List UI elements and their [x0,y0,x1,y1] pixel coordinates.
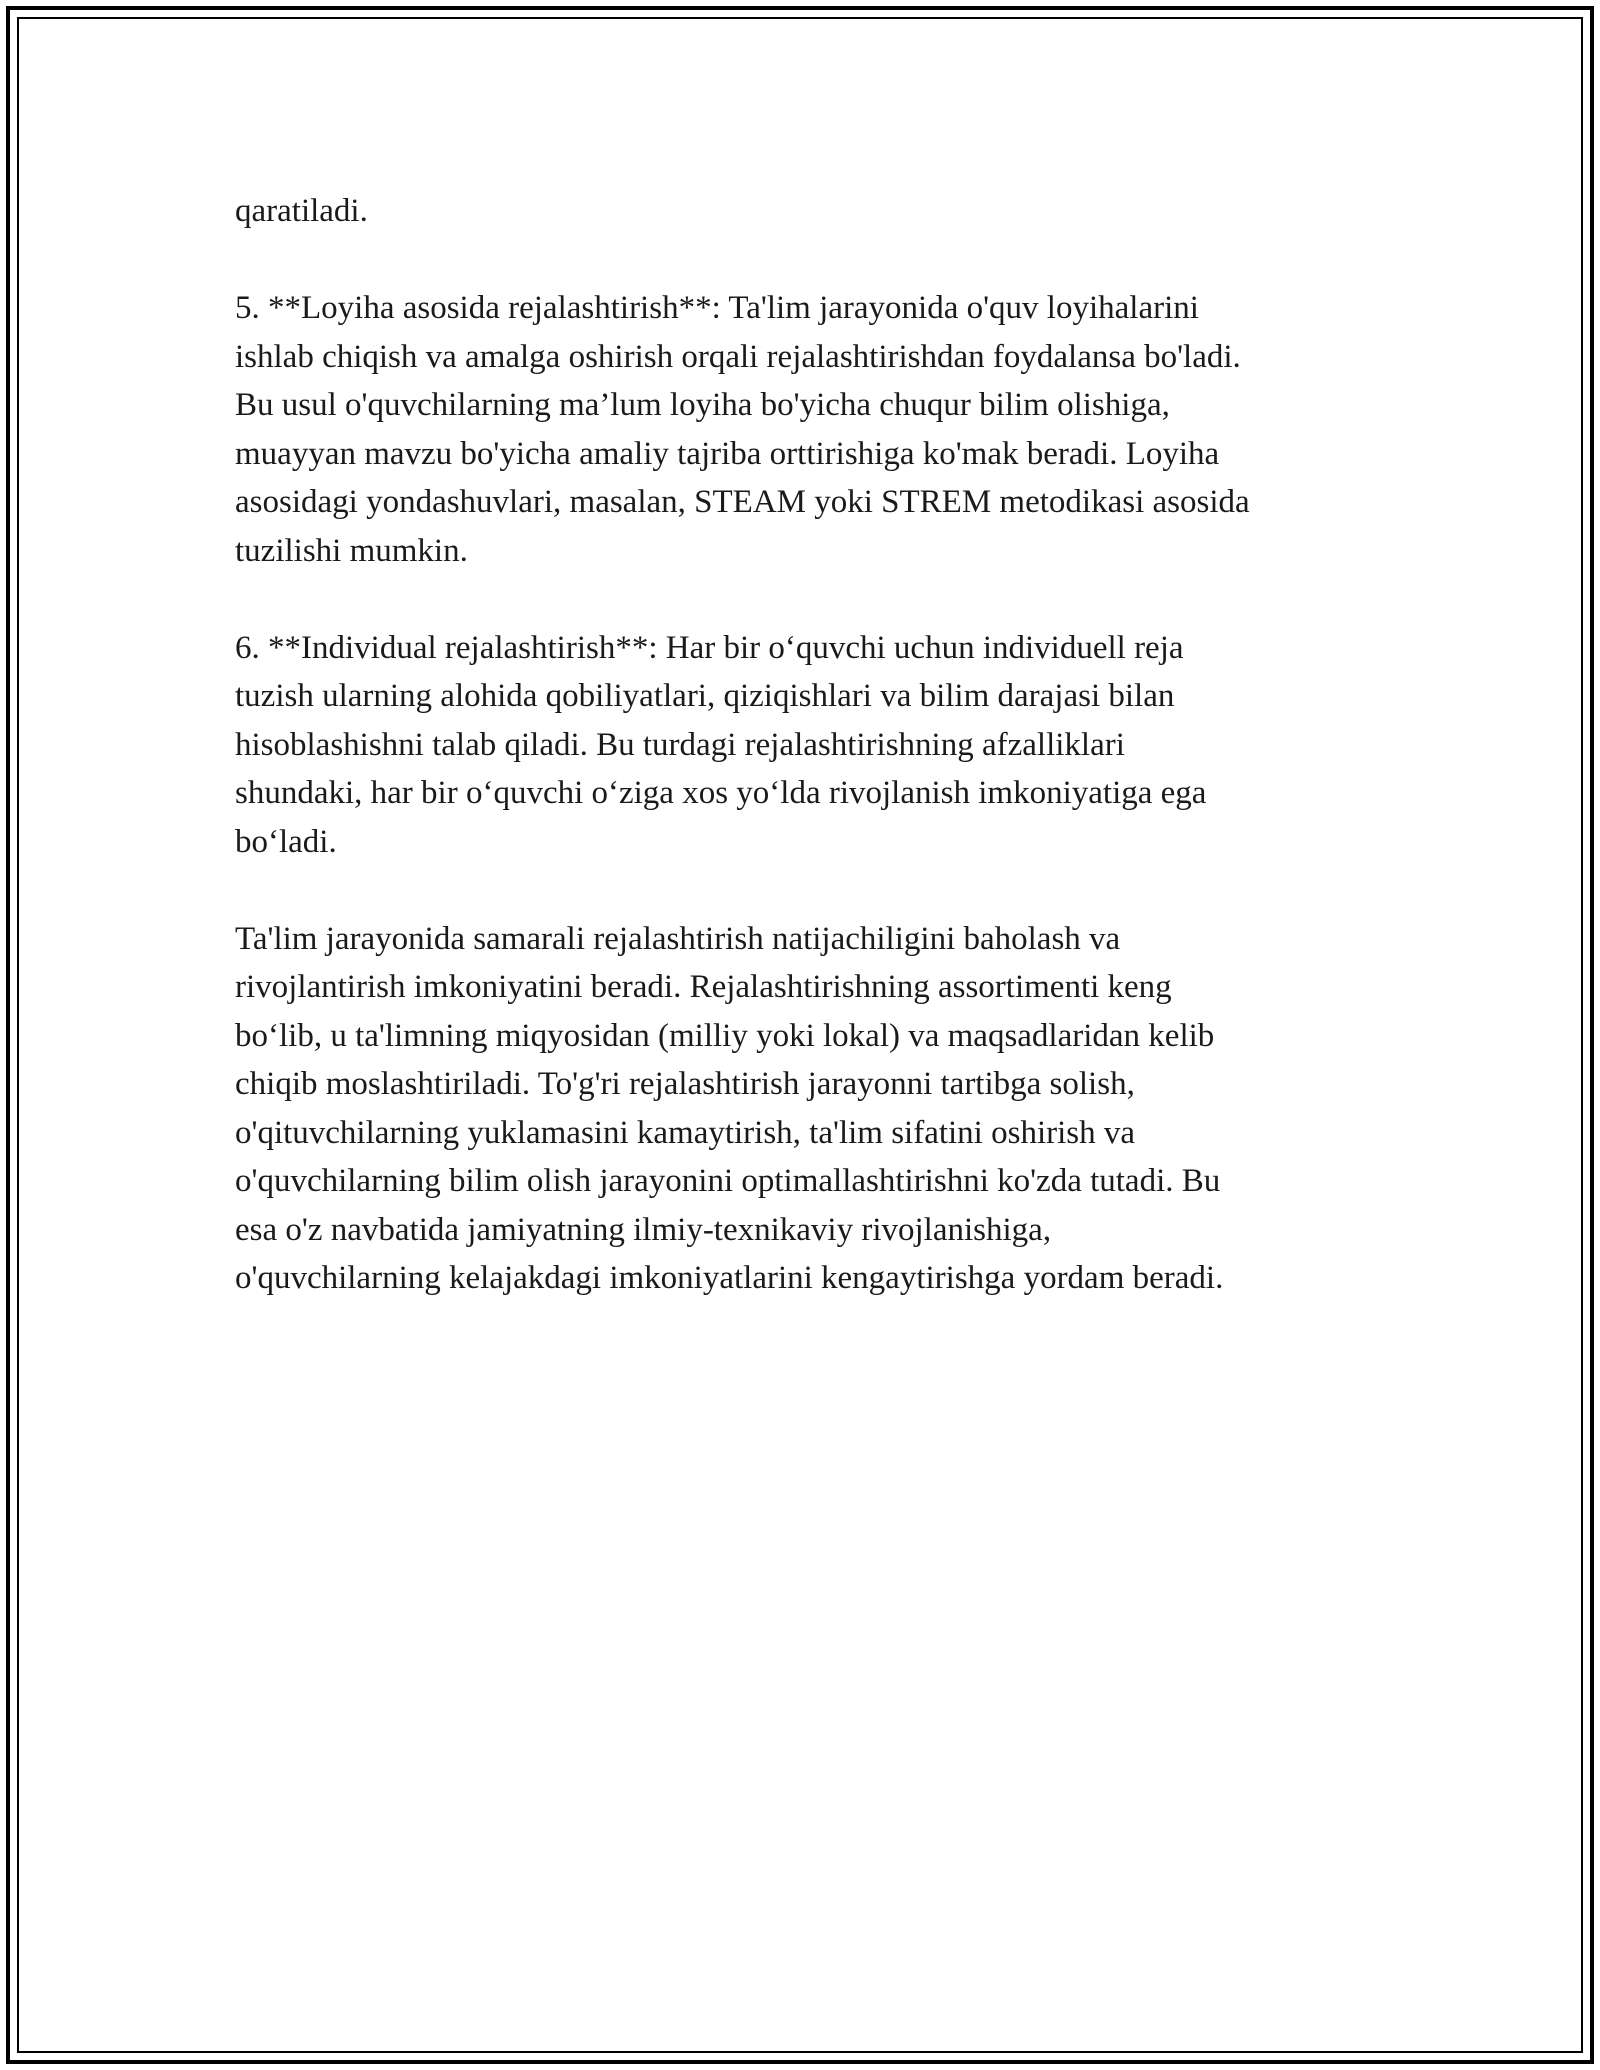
paragraph-conclusion: Ta'lim jarayonida samarali rejalashtirish natijachiligini baholash va rivojlantirish imkoniyatini beradi. Rejalashtirishning assortimenti keng boʻlib, u ta'limning miqyosidan (milliy yoki lokal) va maqsadlaridan kelib chiqib moslashtiriladi. To'g'ri rejalashtirish jarayonni tartibga solish, o'qituvchilarning yuklamasini kamaytirish, ta'lim sifatini oshirish va o'quvchilarning bilim olish jarayonini optimallashtirishni ko'zda tutadi. Bu esa o'z navbatida jamiyatning ilmiy-texnikaviy rivojlanishiga, o'quvchilarning kelajakdagi imkoniyatlarini kengaytirishga yordam beradi. [235,920,1224,1296]
paragraph-project-planning: 5. **Loyiha asosida rejalashtirish**: Ta'lim jarayonida o'quv loyihalarini ishlab chiqish va amalga oshirish orqali rejalashtirishdan foydalansa bo'ladi. Bu usul o'quvchilarning ma’lum loyiha bo'yicha chuqur bilim olishiga, muayyan mavzu bo'yicha amaliy tajriba orttirishiga ko'mak beradi. Loyiha asosidagi yondashuvlari, masalan, STEAM yoki STREM metodikasi asosida tuzilishi mumkin. [235,290,1250,569]
paragraph-continuation: qaratiladi. [235,193,368,229]
document-body [235,187,1395,1351]
paragraph-individual-planning: 6. **Individual rejalashtirish**: Har bir oʻquvchi uchun individuell reja tuzish ularning alohida qobiliyatlari, qiziqishlari va bilim darajasi bilan hisoblashishni talab qiladi. Bu turdagi rejalashtirishning afzalliklari shundaki, har bir oʻquvchi oʻziga xos yoʻlda rivojlanish imkoniyatiga ega boʻladi. [235,629,1207,860]
